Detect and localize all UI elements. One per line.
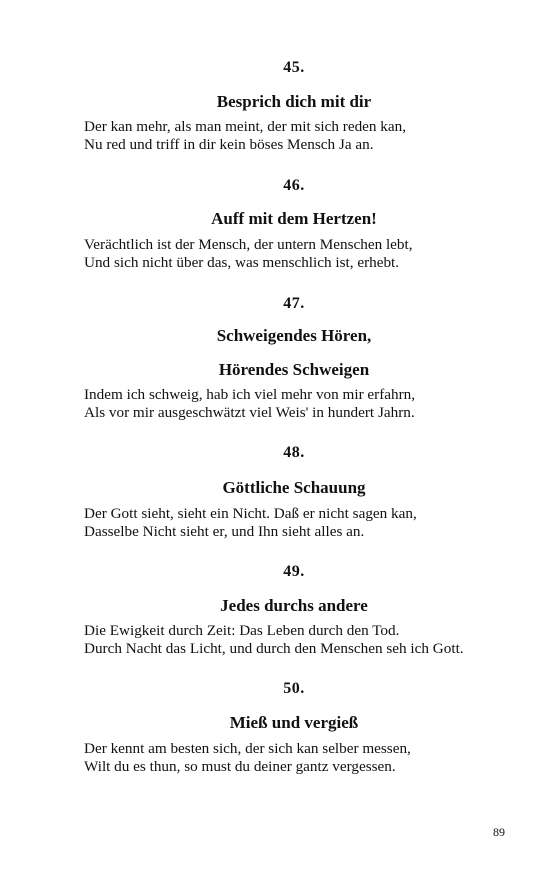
section-heading: Hörendes Schweigen [218,360,370,379]
verse-line: Durch Nacht das Licht, und durch den Menschen seh ich Gott. [84,640,464,657]
section-heading: Besprich dich mit dir [216,92,372,111]
section-heading: Jedes durchs andere [220,596,368,615]
verse-line: Indem ich schweig, hab ich viel mehr von mir erfahrn, [84,386,416,403]
verse-line: Dasselbe Nicht sieht er, und Ihn sieht alles an. [84,523,365,540]
section-number: 47. [283,295,305,312]
section-heading: Schweigendes Hören, [216,326,372,345]
section-number: 49. [283,563,305,580]
section-number: 45. [283,59,305,76]
section-heading: Mieß und vergieß [229,713,359,732]
section-heading: Auff mit dem Hertzen! [211,209,377,228]
verse-line: Der kennt am besten sich, der sich kan selber messen, [84,740,411,757]
verse-line: Der kan mehr, als man meint, der mit sich reden kan, [84,118,407,135]
verse-line: Und sich nicht über das, was menschlich ist, erhebt. [84,254,400,271]
verse-line: Als vor mir ausgeschwätzt viel Weis' in hundert Jahrn. [84,404,415,421]
section-number: 50. [283,680,305,697]
section-heading: Göttliche Schauung [222,478,366,497]
verse-line: Die Ewigkeit durch Zeit: Das Leben durch den Tod. [84,622,400,639]
verse-line: Wilt du es thun, so must du deiner gantz vergessen. [84,758,396,775]
verse-line: Der Gott sieht, sieht ein Nicht. Daß er nicht sagen kan, [84,505,417,522]
section-number: 46. [283,177,305,194]
verse-line: Verächtlich ist der Mensch, der untern Menschen lebt, [84,236,413,253]
page-number: 89 [493,825,505,839]
verse-line: Nu red und triff in dir kein böses Mensch Ja an. [84,136,374,153]
section-number: 48. [283,444,305,461]
